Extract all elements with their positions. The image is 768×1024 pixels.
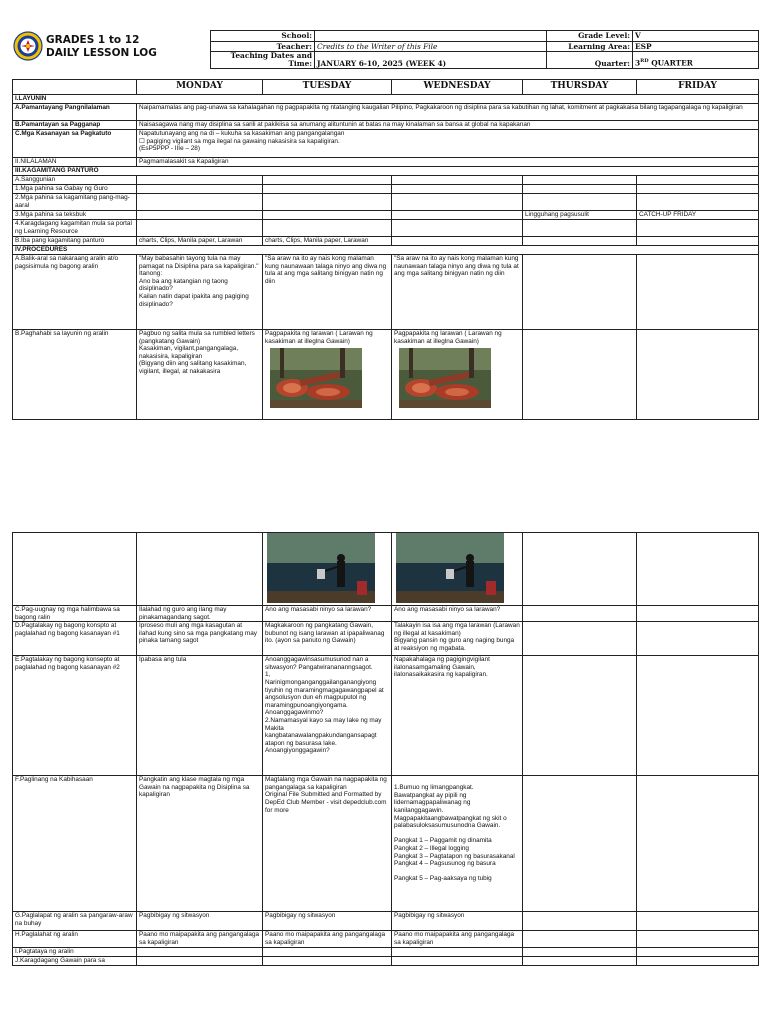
lesson-log-table-1	[12, 79, 759, 420]
pagtalakay-2-wednesday: Napakahalaga ng pagigingvigilant ilalonasamgamaling Gawain, ilalonasaikakasira ng kapaligiran.	[392, 656, 523, 776]
pagtalakay-2-monday: Ipabasa ang tula	[137, 656, 263, 776]
paglinang-wednesday: 1.Bumuo ng limangpangkat. Bawatpangkat ay pipili ng lidernamagpapaliwanag ng kanilanggagawin. Magpapakitaangbawatpangkat ng skit o palabasuloksasumusunodna Gawain. Pangkat 1 – Paggamit ng dinamita Pangkat 2 – Illegal logging Pangkat 3 – Pagtatapon ng basurasakanal Pangkat 4 – Pagsusunog ng basura Pangkat 5 – Pag-aaksaya ng tubig	[392, 776, 523, 912]
day-header-thursday: THURSDAY	[523, 80, 637, 95]
logging-photo	[399, 348, 491, 408]
learning-area-label: Learning Area:	[547, 41, 633, 52]
pagtalakay-2-tuesday: Anoanggagawinsasumusunod nan a sitwasyon? Pangatwiranananngsagot. 1, Narinigmonganganggailanganangiyong tiyuhin ng maramingmagagawangpapel at angsolusyon dun eh magpuputol ng maramingpunoangiyongama. Anoanggagawinmo? 2.Namamasyal kayo sa may lake ng may Makita kangbatanawalangpakundangansapagt atapon ng basurasa lake. Anoangiyonggagawin?	[263, 656, 392, 776]
title-line-1: GRADES 1 to 12	[46, 34, 140, 46]
school-label: School:	[211, 31, 315, 42]
quarter-suffix: RD	[640, 58, 649, 65]
row-label-iba-pang-kagamitan: B.Iba pang kagamitang panturo	[13, 237, 137, 246]
kasanayan-text	[137, 130, 759, 158]
day-header-tuesday: TUESDAY	[263, 80, 392, 95]
pag-uugnay-monday: Ilalahad ng guro ang ilang may pinakamagandang sagot.	[137, 606, 263, 622]
quarter-value	[633, 52, 759, 69]
row-label-nilalaman: II.NILALAMAN	[13, 158, 137, 167]
paglalapat-wednesday: Pagbibigay ng sitwasyon	[392, 912, 523, 931]
row-label-karagdagang-gawain: J.Karagdagang Gawain para sa	[13, 957, 137, 966]
section-layunin: I.LAYUNIN	[13, 95, 759, 104]
paglalahat-tuesday: Paano mo maipapakita ang pangangalaga sa kapaligiran	[263, 931, 392, 948]
section-kagamitang-panturo: III.KAGAMITANG PANTURO	[13, 167, 759, 176]
row-label-pamantayan-sa-pagganap: B.Pamantayan sa Pagganap	[13, 121, 137, 130]
quarter-label: Quarter:	[547, 52, 633, 69]
row-label-paglinang: F.Paglinang na Kabihasaan	[13, 776, 137, 912]
row-label-kagamitang-pang-mag-aaral: 2.Mga pahina sa kagamitang pang-mag-aaral	[13, 194, 137, 211]
row-label-karagdagang-kagamitan: 4.Karagdagang kagamitan mula sa portal ng Learning Resource	[13, 220, 137, 237]
pond-dumping-photo	[396, 533, 504, 603]
paglinang-tuesday-cell	[263, 776, 392, 912]
row-label-balik-aral: A.Balik-aral sa nakaraang aralin at/o pagsisimula ng bagong aralin	[13, 255, 137, 330]
paglalapat-tuesday: Pagbibigay ng sitwasyon	[263, 912, 392, 931]
document-title	[46, 34, 157, 60]
deped-seal-logo	[13, 31, 43, 61]
pond-photo-cell-wednesday	[392, 533, 523, 606]
paghahabi-wednesday-cell	[392, 330, 523, 420]
paglalapat-monday: Pagbibigay ng sitwasyon	[137, 912, 263, 931]
row-label-pagtalakay-1: D.Pagtalakay ng bagong konspto at paglalahad ng bagong kasanayan #1	[13, 622, 137, 656]
day-header-friday: FRIDAY	[637, 80, 759, 95]
quarter-number: 3	[635, 58, 641, 68]
kasanayan-line-2: ☐ pagiging vigilant sa mga ilegal na gawaing nakasisira sa kapaligiran.	[139, 137, 340, 145]
school-value	[315, 31, 547, 42]
header-info-table	[210, 30, 759, 69]
grade-level-label: Grade Level:	[547, 31, 633, 42]
row-label-paglalahat: H.Paglalahat ng aralin	[13, 931, 137, 948]
row-label-pagtataya: I.Pagtataya ng aralin	[13, 948, 137, 957]
pag-uugnay-wednesday: Ano ang masasabi ninyo sa larawan?	[392, 606, 523, 622]
nilalaman-text: Pagmamalasakit sa Kapaligiran	[137, 158, 759, 167]
row-label-pamantayang-pangnilalaman: A.Pamantayang Pangnilalaman	[13, 104, 137, 121]
balik-aral-tuesday: "Sa araw na ito ay nais kong malaman kung naunawaan talaga ninyo ang diwa ng tula at ang mga salitang binigyan natin ng diin	[263, 255, 392, 330]
teacher-value: Credits to the Writer of this File	[315, 41, 547, 52]
row-label-sanggunian: A.Sanggunian	[13, 176, 137, 185]
iba-monday: charts, Clips, Manila paper, Larawan	[137, 237, 263, 246]
learning-area-value: ESP	[633, 41, 759, 52]
paghahabi-monday: Pagbuo ng salita mula sa rumbled letters (pangkatang Gawain) Kasakiman, vigilant,pangangalaga, nakasisira, kapaligiran (Bigyang diin ang salitang kasakiman, vigilant, illegal, at nakakasira	[137, 330, 263, 420]
paghahabi-tuesday: Pagpapakita ng larawan ( Larawan ng kasakiman at illeglna Gawain)	[265, 330, 373, 345]
corner-cell	[13, 80, 137, 95]
section-procedures: IV.PROCEDURES	[13, 246, 759, 255]
paglinang-tuesday: Magtalang mga Gawain na nagpapakita ng pangangalaga sa kapaligiran	[265, 776, 387, 791]
row-label-gabay-ng-guro: 1.Mga pahina sa Gabay ng Guro	[13, 185, 137, 194]
teaching-dates-label	[211, 52, 315, 69]
iba-tuesday: charts, Clips, Manila paper, Larawan	[263, 237, 392, 246]
title-line-2: DAILY LESSON LOG	[46, 47, 157, 59]
kasanayan-line-1: Napatutunayang ang na di – kukuha sa kasakiman ang pangangalangan	[139, 130, 345, 137]
teksbuk-friday: CATCH-UP FRIDAY	[637, 211, 759, 220]
paghahabi-tuesday-cell	[263, 330, 392, 420]
pond-photo-cell-tuesday	[263, 533, 392, 606]
kasanayan-line-3: (EsP5PPP - IIIe – 28)	[139, 145, 200, 153]
paglalahat-monday: Paano mo maipapakita ang pangangalaga sa kapaligiran	[137, 931, 263, 948]
pag-uugnay-tuesday: Ano ang masasabi ninyo sa larawan?	[263, 606, 392, 622]
row-label-paglalapat: G.Paglalapat ng aralin sa pangaraw-araw na buhay	[13, 912, 137, 931]
day-header-monday: MONDAY	[137, 80, 263, 95]
lesson-log-table-2	[12, 532, 759, 966]
teaching-dates-label-line1: Teaching Dates and	[230, 51, 312, 61]
pamantayan-sa-pagganap-text: Naisasagawa nang may disiplina sa sarili at pakikiisa sa anumang alituntunin at batas na may kinalaman sa bansa at global na kapakanan	[137, 121, 759, 130]
teacher-label: Teacher:	[211, 41, 315, 52]
pagtalakay-1-wednesday: Talakayin isa isa ang mga larawan (Larawan ng illegal at kasakiman) Bigyang pansin ng guro ang naging bunga at reaksiyon ng mgabata.	[392, 622, 523, 656]
paghahabi-wednesday: Pagpapakita ng larawan ( Larawan ng kasakiman at illeglna Gawain)	[394, 330, 502, 345]
row-label-teksbuk: 3.Mga pahina sa teksbuk	[13, 211, 137, 220]
row-label-pag-uugnay: C.Pag-uugnay ng mga halimbawa sa bagong ralin	[13, 606, 137, 622]
teksbuk-thursday: Lingguhang pagsusulit	[523, 211, 637, 220]
deped-club-notice: Original File Submitted and Formatted by DepEd Club Member - visit depedclub.com for more	[265, 791, 387, 814]
pagtalakay-1-monday: Iproseso muli ang mga kasagutan at ilahad kung sino sa mga pangkatang may pinaka tamang sagot	[137, 622, 263, 656]
balik-aral-wednesday: "Sa araw na ito ay nais kong malaman kung naunawaan talaga ninyo ang diwa ng tula at ang mga salitang binigyan natin ng diin	[392, 255, 523, 330]
pamantayang-pangnilalaman-text: Naipamamalas ang pag-unawa sa kahalagahan ng pagpapakita ng ntatanging kaugalian Pilipino, Pagkakaroon ng disiplina para sa kabutihan ng lahat, komitment at pagkakaisa bilang tagapangalaga ng kapaligiran	[137, 104, 759, 121]
quarter-word: QUARTER	[648, 58, 693, 68]
paglinang-monday: Pangkatin ang klase magtala ng mga Gawain na nagpapakita ng Disiplina sa kapaligiran	[137, 776, 263, 912]
pagtalakay-1-tuesday: Magkakaroon ng pangkatang Gawain, bubunot ng isang larawan at ipapaliwanag ito. (ayon sa panuto ng Gawain)	[263, 622, 392, 656]
teaching-dates-label-line2: Time:	[288, 59, 312, 69]
paglalahat-wednesday: Paano mo maipapakita ang pangangalaga sa kapaligiran	[392, 931, 523, 948]
teaching-dates-value: JANUARY 6-10, 2025 (WEEK 4)	[315, 52, 547, 69]
row-label-pagtalakay-2: E.Pagtalakay ng bagong konsepto at paglalahad ng bagong kasanayan #2	[13, 656, 137, 776]
row-label-kasanayan: C.Mga Kasanayan sa Pagkatuto	[13, 130, 137, 158]
day-header-wednesday: WEDNESDAY	[392, 80, 523, 95]
row-label-paghahabi: B.Paghahabi sa layunin ng aralin	[13, 330, 137, 420]
balik-aral-monday: "May babasahin tayong tula na may pamagat na Disiplina para sa kapaligiran." Itanong: Ano ba ang katangian ng taong disiplinado? Kailan natin dapat ipakita ang pagiging disiplinado?	[137, 255, 263, 330]
pond-dumping-photo	[267, 533, 375, 603]
grade-level-value: V	[633, 31, 759, 42]
logging-photo	[270, 348, 362, 408]
